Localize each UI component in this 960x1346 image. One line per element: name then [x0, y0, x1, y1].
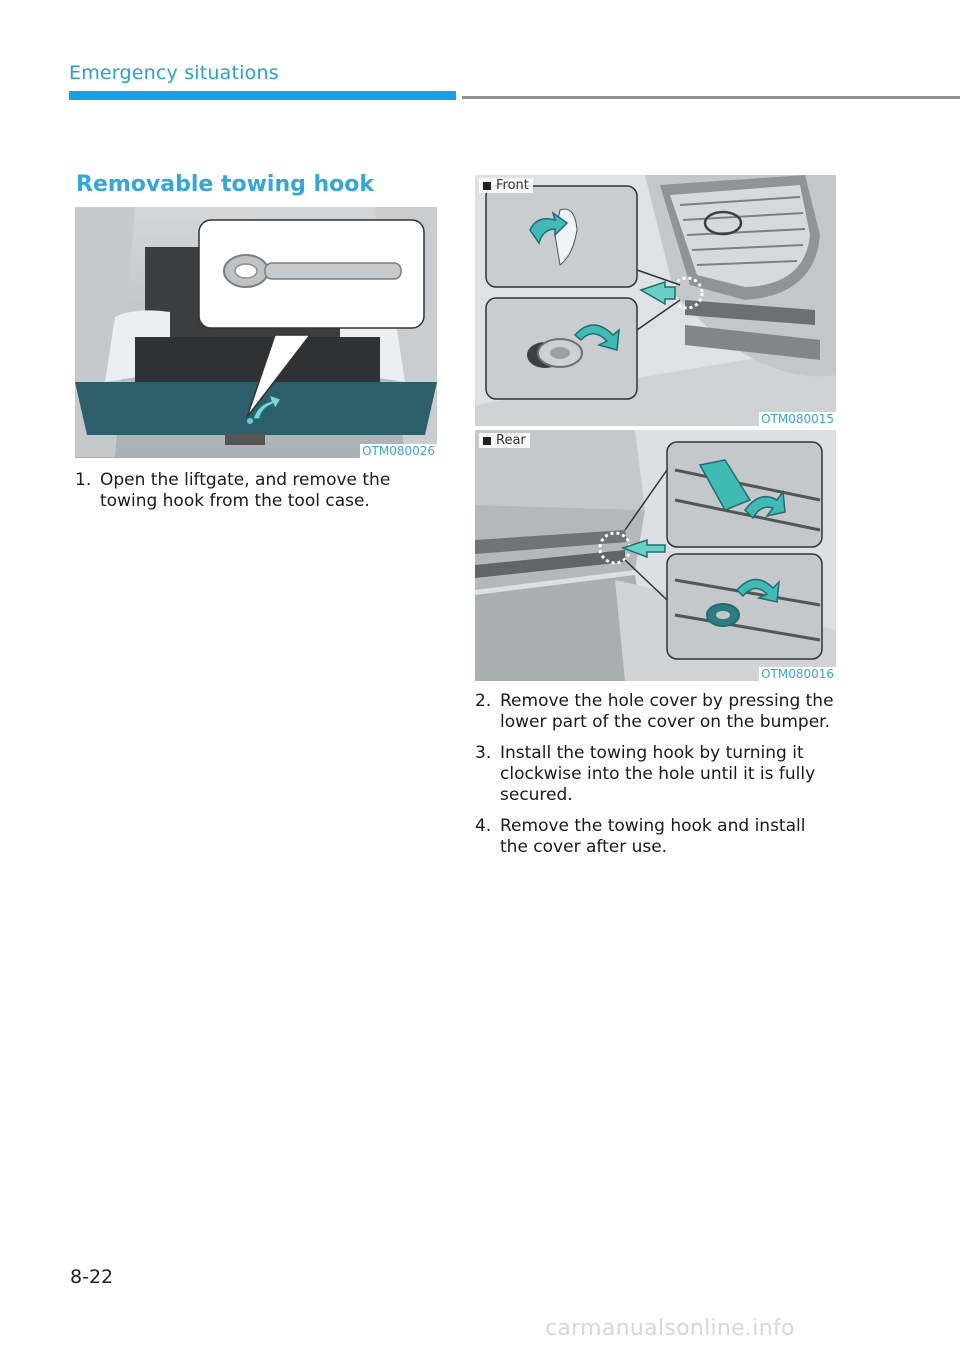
steps-right: [475, 691, 837, 868]
figure-code: OTM080015: [761, 412, 834, 426]
step-text: Open the liftgate, and remove the towing hook from the tool case.: [100, 470, 391, 511]
list-item: [475, 743, 837, 806]
figure-label-text: Rear: [496, 433, 526, 448]
step-text: Install the towing hook by turning it clockwise into the hole until it is fully secured.: [500, 743, 816, 805]
chapter-title: Emergency situations: [69, 62, 279, 84]
list-item: [75, 470, 435, 512]
page-number: 8-22: [70, 1266, 114, 1288]
front-illustration: [475, 175, 836, 426]
figure-label-text: Front: [496, 178, 529, 193]
header-rule: [462, 96, 960, 99]
step-number: 4.: [475, 816, 492, 836]
trunk-illustration: [75, 207, 437, 458]
figure-label-front: [479, 178, 533, 193]
figure-label-rear: [479, 433, 530, 448]
list-item: [475, 691, 837, 733]
trunk-drawing: [75, 207, 437, 458]
rear-illustration: [475, 430, 836, 681]
section-title: Removable towing hook: [76, 172, 375, 197]
step-number: 2.: [475, 691, 492, 711]
steps-left: [75, 470, 435, 522]
step-number: 1.: [75, 470, 92, 490]
bullet-square-icon: [483, 437, 491, 445]
header-accent-bar: [69, 91, 456, 100]
figure-code: OTM080016: [761, 667, 834, 681]
step-text: Remove the towing hook and install the cover after use.: [500, 816, 806, 857]
watermark: carmanualsonline.info: [545, 1316, 795, 1341]
front-drawing: [475, 175, 836, 426]
rear-drawing: [475, 430, 836, 681]
step-text: Remove the hole cover by pressing the lower part of the cover on the bumper.: [500, 691, 834, 732]
bullet-square-icon: [483, 182, 491, 190]
step-number: 3.: [475, 743, 492, 763]
figure-code: OTM080026: [362, 444, 435, 458]
list-item: [475, 816, 837, 858]
